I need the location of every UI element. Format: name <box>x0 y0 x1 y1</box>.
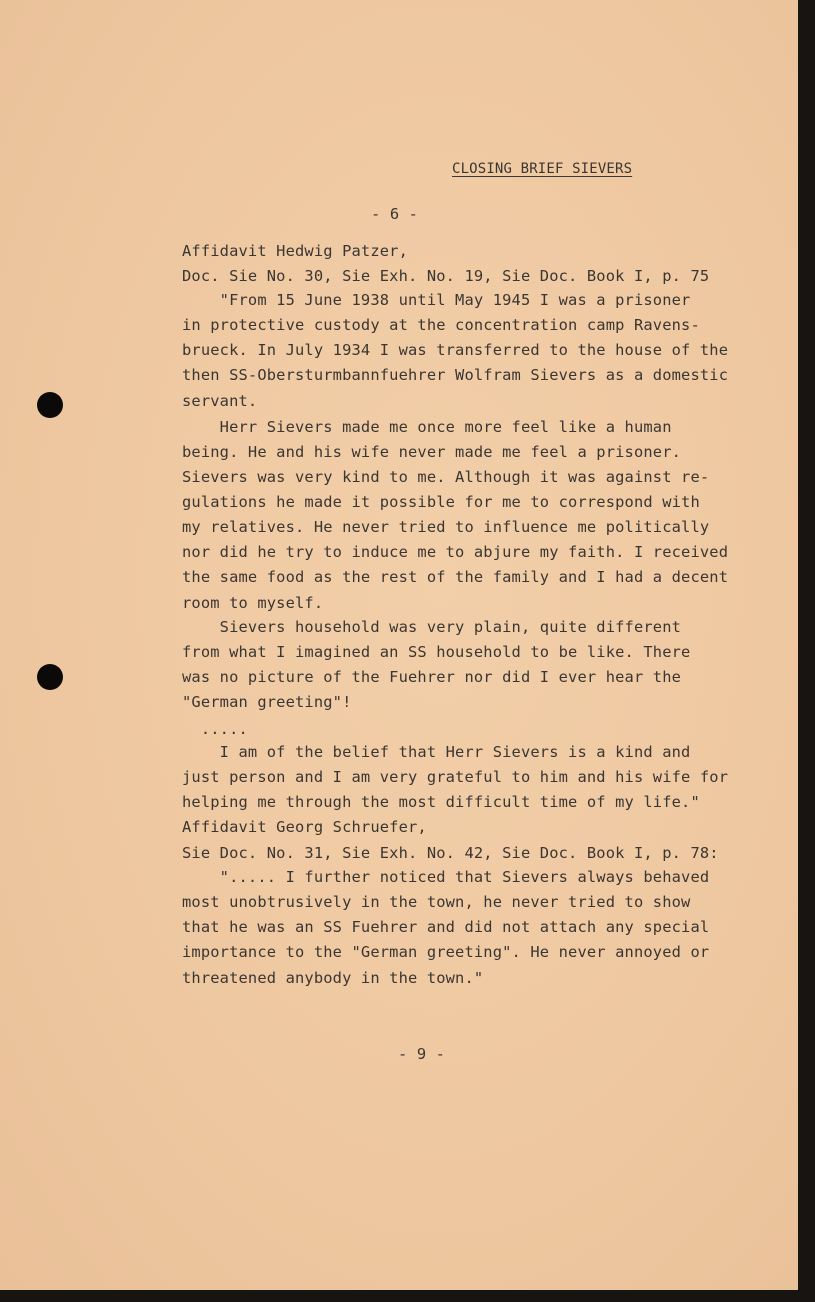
document-header: CLOSING BRIEF SIEVERS <box>452 161 633 177</box>
text-line: was no picture of the Fuehrer nor did I ever hear the <box>182 668 682 686</box>
text-line: I am of the belief that Herr Sievers is a kind and <box>182 743 691 761</box>
text-line: the same food as the rest of the family and I had a decent <box>182 568 729 586</box>
text-line: ..... <box>182 720 248 738</box>
text-line: brueck. In July 1934 I was transferred to the house of the <box>182 341 729 359</box>
text-line: importance to the "German greeting". He never annoyed or <box>182 943 710 961</box>
punch-hole <box>37 664 63 690</box>
text-line: Sievers household was very plain, quite different <box>182 618 682 636</box>
text-line: in protective custody at the concentration camp Ravens- <box>182 316 700 334</box>
text-line: nor did he try to induce me to abjure my faith. I received <box>182 543 729 561</box>
text-line: Herr Sievers made me once more feel like a human <box>182 418 672 436</box>
text-line: then SS-Obersturmbannfuehrer Wolfram Sievers as a domestic <box>182 366 729 384</box>
punch-hole <box>37 392 63 418</box>
text-line: Doc. Sie No. 30, Sie Exh. No. 19, Sie Doc. Book I, p. 75 <box>182 267 710 285</box>
scan-border-right <box>798 0 815 1302</box>
page-number-top: - 6 - <box>371 205 419 223</box>
text-line: Affidavit Georg Schruefer, <box>182 818 427 836</box>
page-number-bottom: - 9 - <box>398 1045 446 1063</box>
text-line: Sie Doc. No. 31, Sie Exh. No. 42, Sie Doc. Book I, p. 78: <box>182 844 719 862</box>
text-line: "..... I further noticed that Sievers always behaved <box>182 868 710 886</box>
text-line: threatened anybody in the town." <box>182 969 484 987</box>
text-line: "German greeting"! <box>182 693 352 711</box>
scan-border-bottom <box>0 1290 815 1302</box>
text-line: servant. <box>182 392 258 410</box>
text-line: my relatives. He never tried to influence me politically <box>182 518 710 536</box>
text-line: from what I imagined an SS household to be like. There <box>182 643 691 661</box>
text-line: room to myself. <box>182 594 324 612</box>
text-line: most unobtrusively in the town, he never tried to show <box>182 893 691 911</box>
text-line: gulations he made it possible for me to correspond with <box>182 493 700 511</box>
text-line: Sievers was very kind to me. Although it was against re- <box>182 468 710 486</box>
text-line: "From 15 June 1938 until May 1945 I was a prisoner <box>182 291 691 309</box>
text-line: being. He and his wife never made me feel a prisoner. <box>182 443 682 461</box>
text-line: just person and I am very grateful to him and his wife for <box>182 768 729 786</box>
text-line: Affidavit Hedwig Patzer, <box>182 242 408 260</box>
text-line: helping me through the most difficult time of my life." <box>182 793 700 811</box>
text-line: that he was an SS Fuehrer and did not attach any special <box>182 918 710 936</box>
